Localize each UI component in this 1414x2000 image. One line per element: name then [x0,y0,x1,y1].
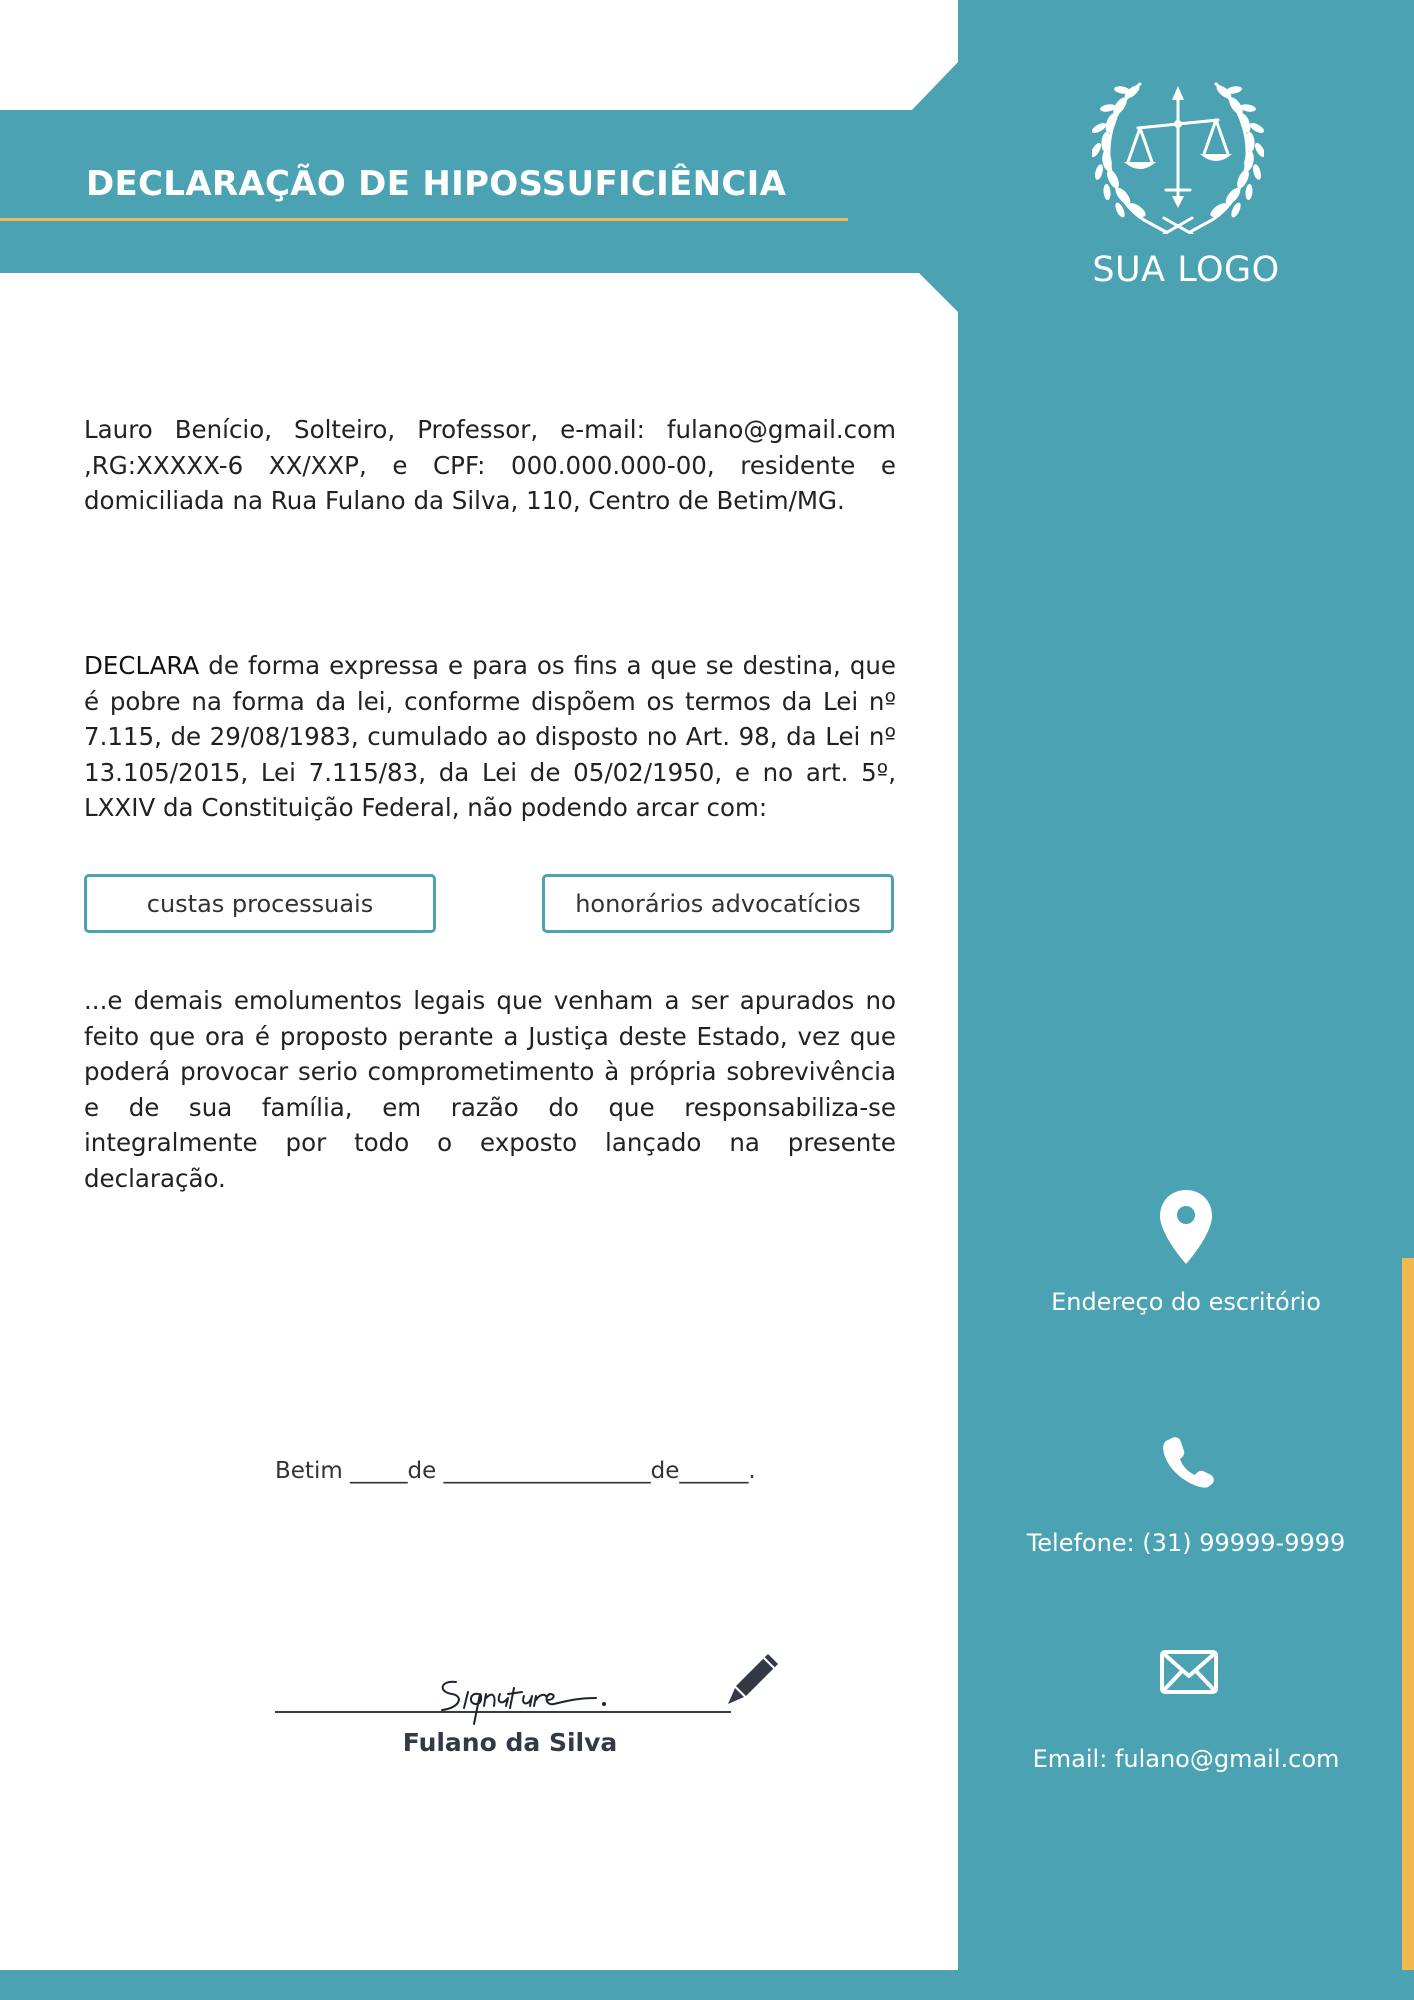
phone-number: Telefone: (31) 99999-9999 [1026,1529,1346,1557]
office-address: Endereço do escritório [1051,1288,1321,1316]
title-band-notch-top [910,60,960,112]
location-pin-icon [1160,1190,1212,1264]
chip-honorarios-advocaticios: honorários advocatícios [542,874,894,933]
declaration-text: de forma expressa e para os fins a que se destina, que é pobre na forma da lei, conforme dispõem os termos da Lei nº 7.115, de 29/08/1983, cumulado ao disposto no Art. 98, da Lei nº 13.105/2015, Lei 7.115/83, da Lei de 05/02/1950, e no art. 5º, LXXIV da Constituição Federal, não podendo arcar com: [84,651,896,822]
declarant-identification: Lauro Benício, Solteiro, Professor, e-mail: fulano@gmail.com ,RG:XXXXX-6 XX/XXP, e CPF: 000.000.000-00, residente e domiciliada na Rua Fulano da Silva, 110, Centro de Betim/MG. [84,415,896,515]
signature-scribble [430,1668,610,1726]
logo-text: SUA LOGO [1092,250,1280,290]
title-underline [0,218,848,221]
declaration-paragraph [84,648,896,826]
email-address: Email: fulano@gmail.com [1032,1745,1340,1773]
chip-custas-processuais: custas processuais [84,874,436,933]
document-title: DECLARAÇÃO DE HIPOSSUFICIÊNCIA [86,164,787,204]
signer-name: Fulano da Silva [402,1728,618,1757]
scales-of-justice-laurel-icon [1092,70,1264,234]
closing-paragraph: ...e demais emolumentos legais que venham a ser apurados no feito que ora é proposto perante a Justiça deste Estado, vez que poderá provocar serio comprometimento à própria sobrevivência e de sua família, em razão do que responsabiliza-se integralmente por todo o exposto lançado na presente declaração. [84,986,896,1193]
side-accent-bar [1402,1258,1414,2000]
bottom-band [0,1970,1414,2000]
phone-icon [1162,1436,1214,1488]
title-band-notch-bottom [918,272,960,314]
envelope-icon [1160,1650,1218,1694]
declaration-lead: DECLARA [84,651,200,680]
side-panel [958,0,1414,2000]
pen-icon [724,1650,782,1708]
date-line: Betim _____de __________________de______. [275,1458,756,1484]
